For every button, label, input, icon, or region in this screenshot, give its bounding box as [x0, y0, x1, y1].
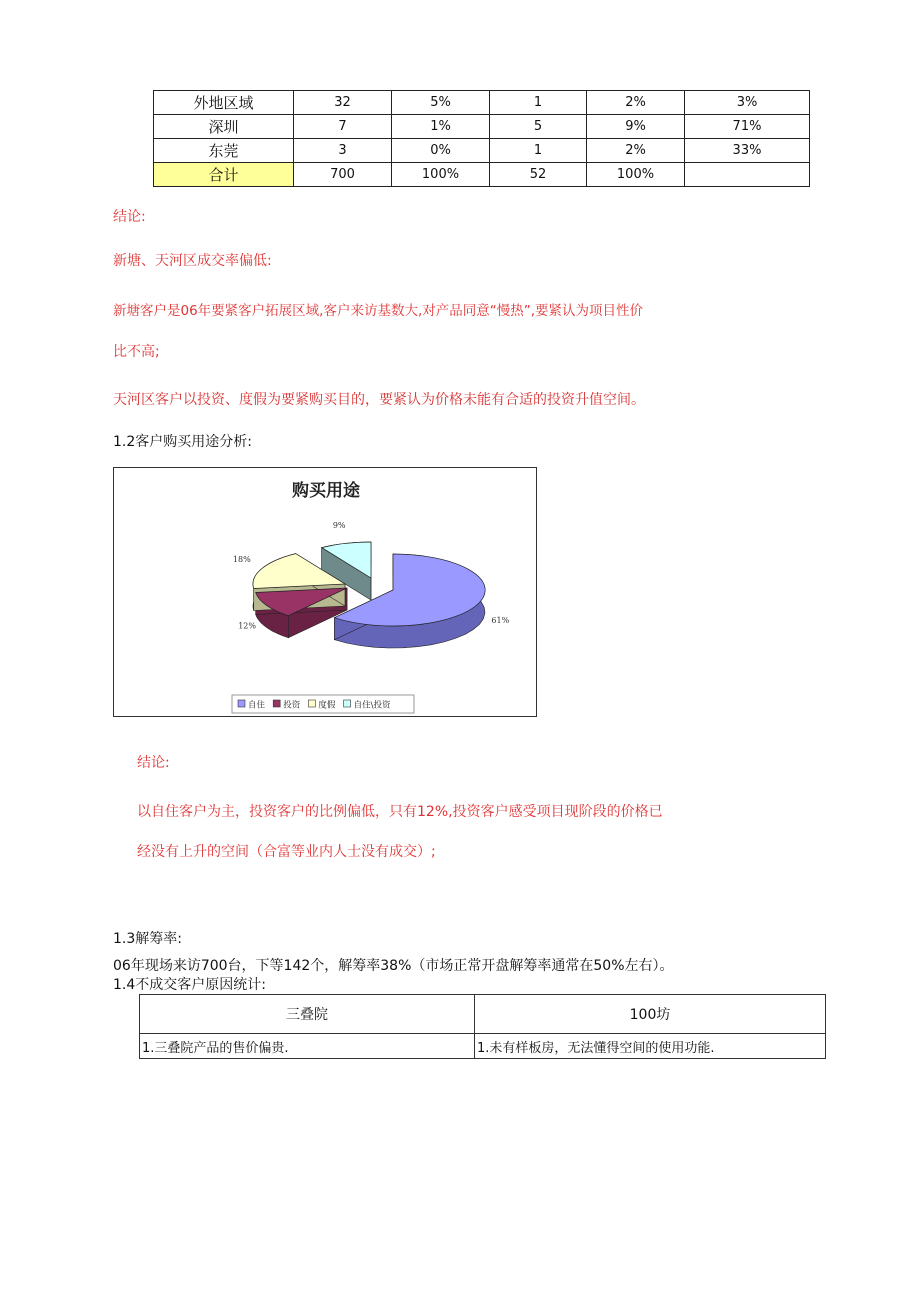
legend-label: 投资 [283, 700, 301, 711]
conclusion-heading: 结论: [113, 209, 146, 225]
table-cell: 32 [294, 91, 392, 115]
table-row [154, 91, 810, 115]
table-cell: 5% [392, 91, 490, 115]
table-row-total [154, 163, 810, 187]
table-cell: 52 [490, 163, 587, 187]
table-cell: 2% [587, 91, 685, 115]
conclusion-line: 天河区客户以投资、度假为要紧购买目的，要紧认为价格未能有合适的投资升值空间。 [113, 392, 645, 408]
pie-layer [253, 542, 485, 648]
region-cell: 深圳 [154, 115, 294, 139]
column-header: 100坊 [475, 995, 826, 1034]
table-cell: 1 [490, 139, 587, 163]
table-cell: 71% [685, 115, 810, 139]
table-cell: 1 [490, 91, 587, 115]
legend-swatch [308, 700, 315, 707]
pie-data-label: 12% [238, 621, 256, 631]
region-cell: 东莞 [154, 139, 294, 163]
table-row [140, 1034, 826, 1059]
table-cell: 33% [685, 139, 810, 163]
section-text: 06年现场来访700台，下等142个，解筹率38%（市场正常开盘解筹率通常在50%左右）。 [113, 958, 674, 974]
legend-swatch [238, 700, 245, 707]
pie-data-label: 61% [491, 616, 510, 625]
column-header: 三叠院 [140, 995, 475, 1034]
table-header-row [140, 995, 826, 1034]
reason-table [139, 994, 826, 1059]
section-heading: 1.4不成交客户原因统计: [113, 977, 266, 993]
table-row [154, 139, 810, 163]
table-cell: 3 [294, 139, 392, 163]
conclusion-line: 经没有上升的空间（合富等业内人士没有成交）; [137, 844, 436, 860]
region-cell: 外地区域 [154, 91, 294, 115]
table-cell: 100% [587, 163, 685, 187]
pie-data-label: 18% [232, 554, 251, 564]
conclusion-line: 新塘客户是06年要紧客户拓展区域,客户来访基数大,对产品同意“慢热”,要紧认为项目性价 [113, 303, 644, 319]
section-heading: 1.3解筹率: [113, 931, 182, 947]
table-cell: 1.未有样板房，无法懂得空间的使用功能. [475, 1034, 826, 1059]
table-cell: 0% [392, 139, 490, 163]
table-cell: 1.三叠院产品的售价偏贵. [140, 1034, 475, 1059]
region-table [153, 90, 810, 187]
table-cell: 3% [685, 91, 810, 115]
table-cell: 7 [294, 115, 392, 139]
table-cell: 5 [490, 115, 587, 139]
purpose-chart [113, 467, 537, 717]
legend-label: 自住\投资 [353, 700, 391, 711]
table-cell: 2% [587, 139, 685, 163]
legend-swatch [344, 700, 351, 707]
table-row [154, 115, 810, 139]
pie-chart-svg [114, 468, 536, 716]
table-cell: 9% [587, 115, 685, 139]
pie-data-label: 9% [332, 521, 346, 531]
conclusion-line: 以自住客户为主，投资客户的比例偏低，只有12%,投资客户感受项目现阶段的价格已 [137, 804, 663, 820]
conclusion-line: 比不高; [113, 344, 160, 360]
section-heading: 1.2客户购买用途分析: [113, 434, 252, 450]
legend-swatch [273, 700, 280, 707]
conclusion-line: 新塘、天河区成交率偏低: [113, 253, 272, 269]
legend-label: 度假 [318, 700, 336, 711]
total-label-cell: 合计 [154, 163, 294, 187]
chart-title: 购买用途 [292, 481, 360, 501]
table-cell: 100% [392, 163, 490, 187]
conclusion-heading: 结论: [137, 755, 170, 771]
legend-label: 自住 [248, 700, 266, 711]
table-cell: 700 [294, 163, 392, 187]
table-cell: 1% [392, 115, 490, 139]
table-cell [685, 163, 810, 187]
